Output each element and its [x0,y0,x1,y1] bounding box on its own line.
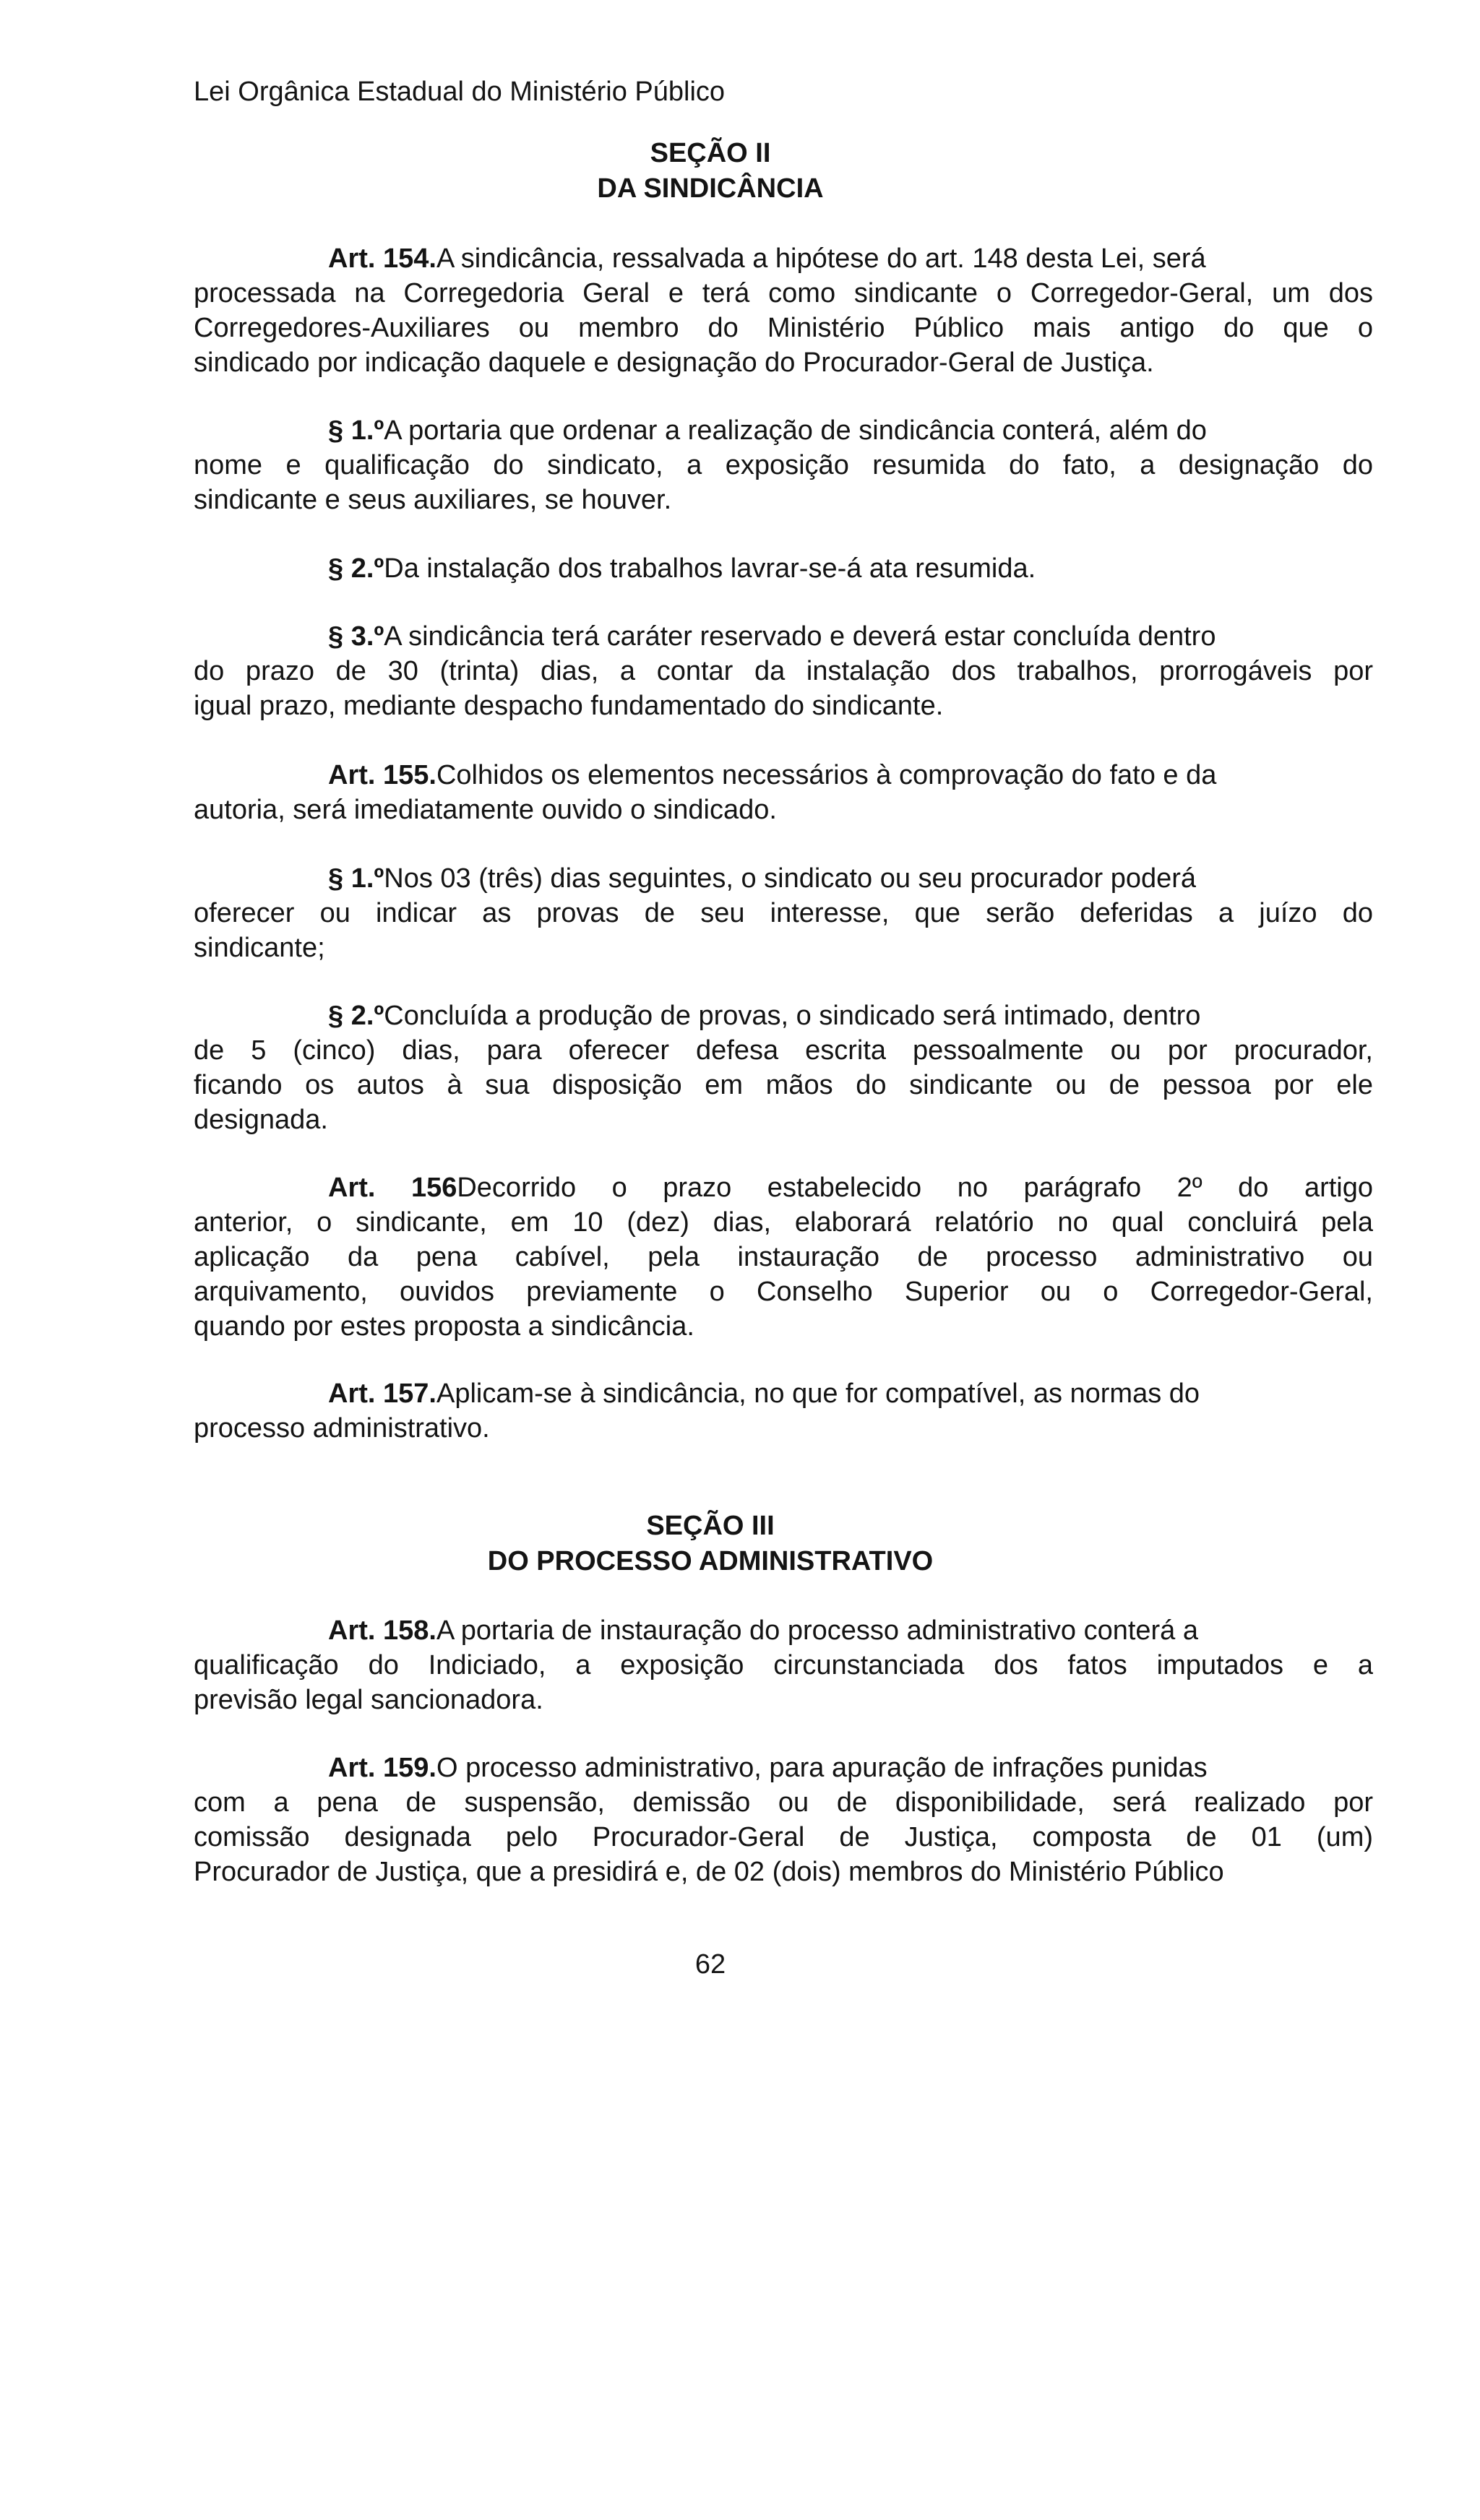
section-title: DO PROCESSO ADMINISTRATIVO [487,1546,934,1576]
article-text-line: qualificação do Indiciado, a exposição circunstanciada dos fatos imputados e a [194,1650,1373,1680]
paragraph-number: § 2.º [328,1001,384,1031]
paragraph-text-line: designada. [194,1105,328,1135]
section-label: SEÇÃO II [650,138,771,168]
paragraph-text-line: nome e qualificação do sindicato, a exposição resumida do fato, a designação do [194,450,1373,480]
article-text-line: anterior, o sindicante, em 10 (dez) dias, elaborará relatório no qual concluirá pela [194,1207,1373,1238]
page-number: 62 [694,1949,726,1980]
paragraph-first-line [194,619,1373,654]
article-text-line: previsão legal sancionadora. [194,1685,543,1715]
paragraph-text-line: ficando os autos à sua disposição em mãos do sindicante ou de pessoa por ele [194,1070,1373,1100]
section-label: SEÇÃO III [646,1511,775,1541]
paragraph-text-line: sindicante; [194,933,325,963]
paragraph-text-line: de 5 (cinco) dias, para oferecer defesa escrita pessoalmente ou por procurador, [194,1035,1373,1066]
paragraph-text: A portaria que ordenar a realização de sindicância conterá, além do [384,415,1207,446]
article-159 [194,1751,1373,1889]
article-text-line: Procurador de Justiça, que a presidirá e, de 02 (dois) membros do Ministério Público [194,1857,1224,1887]
article-first-line [194,1170,1373,1205]
article-158 [194,1613,1373,1717]
article-number: Art. 155. [328,760,436,790]
paragraph-text-line: igual prazo, mediante despacho fundamentado do sindicante. [194,691,944,721]
paragraph-text: A sindicância terá caráter reservado e deverá estar concluída dentro [384,621,1216,652]
article-154-paragraph-3 [194,619,1373,723]
article-text-line: comissão designada pelo Procurador-Geral de Justiça, composta de 01 (um) [194,1822,1373,1852]
article-first-line [194,1376,1373,1411]
article-text-line: aplicação da pena cabível, pela instauração de processo administrativo ou [194,1242,1373,1272]
article-157 [194,1376,1373,1446]
article-154-paragraph-2 [194,551,1373,586]
article-first-line [194,758,1373,793]
section-title: DA SINDICÂNCIA [597,173,824,204]
article-number: Art. 159. [328,1753,436,1783]
paragraph-text-line: sindicante e seus auxiliares, se houver. [194,485,672,515]
article-text: Aplicam-se à sindicância, no que for compatível, as normas do [436,1378,1200,1409]
paragraph-number: § 2.º [328,553,384,584]
article-155-paragraph-2 [194,998,1373,1137]
running-header: Lei Orgânica Estadual do Ministério Público [194,77,726,107]
paragraph-number: § 3.º [328,621,384,652]
section-heading [0,136,1421,207]
paragraph-text: Nos 03 (três) dias seguintes, o sindicato ou seu procurador poderá [384,863,1197,894]
article-text-line: com a pena de suspensão, demissão ou de disponibilidade, será realizado por [194,1787,1373,1818]
article-text: O processo administrativo, para apuração de infrações punidas [436,1753,1208,1783]
article-first-line [194,241,1373,276]
article-text-line: processo administrativo. [194,1413,490,1444]
paragraph-first-line [194,998,1373,1033]
article-number: Art. 154. [328,243,436,274]
paragraph-text: Concluída a produção de provas, o sindicado será intimado, dentro [384,1001,1201,1031]
article-number: Art. 157. [328,1378,436,1409]
article-155-paragraph-1 [194,861,1373,965]
paragraph-number: § 1.º [328,415,384,446]
article-154-paragraph-1 [194,413,1373,517]
paragraph-text: Da instalação dos trabalhos lavrar-se-á ata resumida. [384,553,1036,584]
paragraph-number: § 1.º [328,863,384,894]
article-number: Art. 156 [328,1173,457,1203]
article-text-line: processada na Corregedoria Geral e terá como sindicante o Corregedor-Geral, um dos [194,278,1373,308]
article-text-line: quando por estes proposta a sindicância. [194,1311,694,1342]
article-number: Art. 158. [328,1615,436,1646]
paragraph-first-line [194,861,1373,896]
article-text-line: sindicado por indicação daquele e designação do Procurador-Geral de Justiça. [194,348,1154,378]
article-text: Colhidos os elementos necessários à comprovação do fato e da [436,760,1217,790]
section-heading [0,1509,1421,1579]
paragraph-text-line: do prazo de 30 (trinta) dias, a contar da instalação dos trabalhos, prorrogáveis por [194,656,1373,686]
paragraph-first-line [194,413,1373,448]
article-first-line [194,1751,1373,1785]
article-first-line [194,1613,1373,1648]
article-text: Decorrido o prazo estabelecido no parágrafo 2º do artigo [457,1173,1374,1203]
article-156 [194,1170,1373,1344]
article-text-line: Corregedores-Auxiliares ou membro do Ministério Público mais antigo do que o [194,313,1373,343]
article-text-line: autoria, será imediatamente ouvido o sindicado. [194,795,777,825]
paragraph-first-line [194,551,1373,586]
article-text-line: arquivamento, ouvidos previamente o Conselho Superior ou o Corregedor-Geral, [194,1277,1373,1307]
article-155 [194,758,1373,827]
article-154 [194,241,1373,380]
paragraph-text-line: oferecer ou indicar as provas de seu interesse, que serão deferidas a juízo do [194,898,1373,928]
article-text: A portaria de instauração do processo administrativo conterá a [436,1615,1199,1646]
article-text: A sindicância, ressalvada a hipótese do art. 148 desta Lei, será [436,243,1206,274]
